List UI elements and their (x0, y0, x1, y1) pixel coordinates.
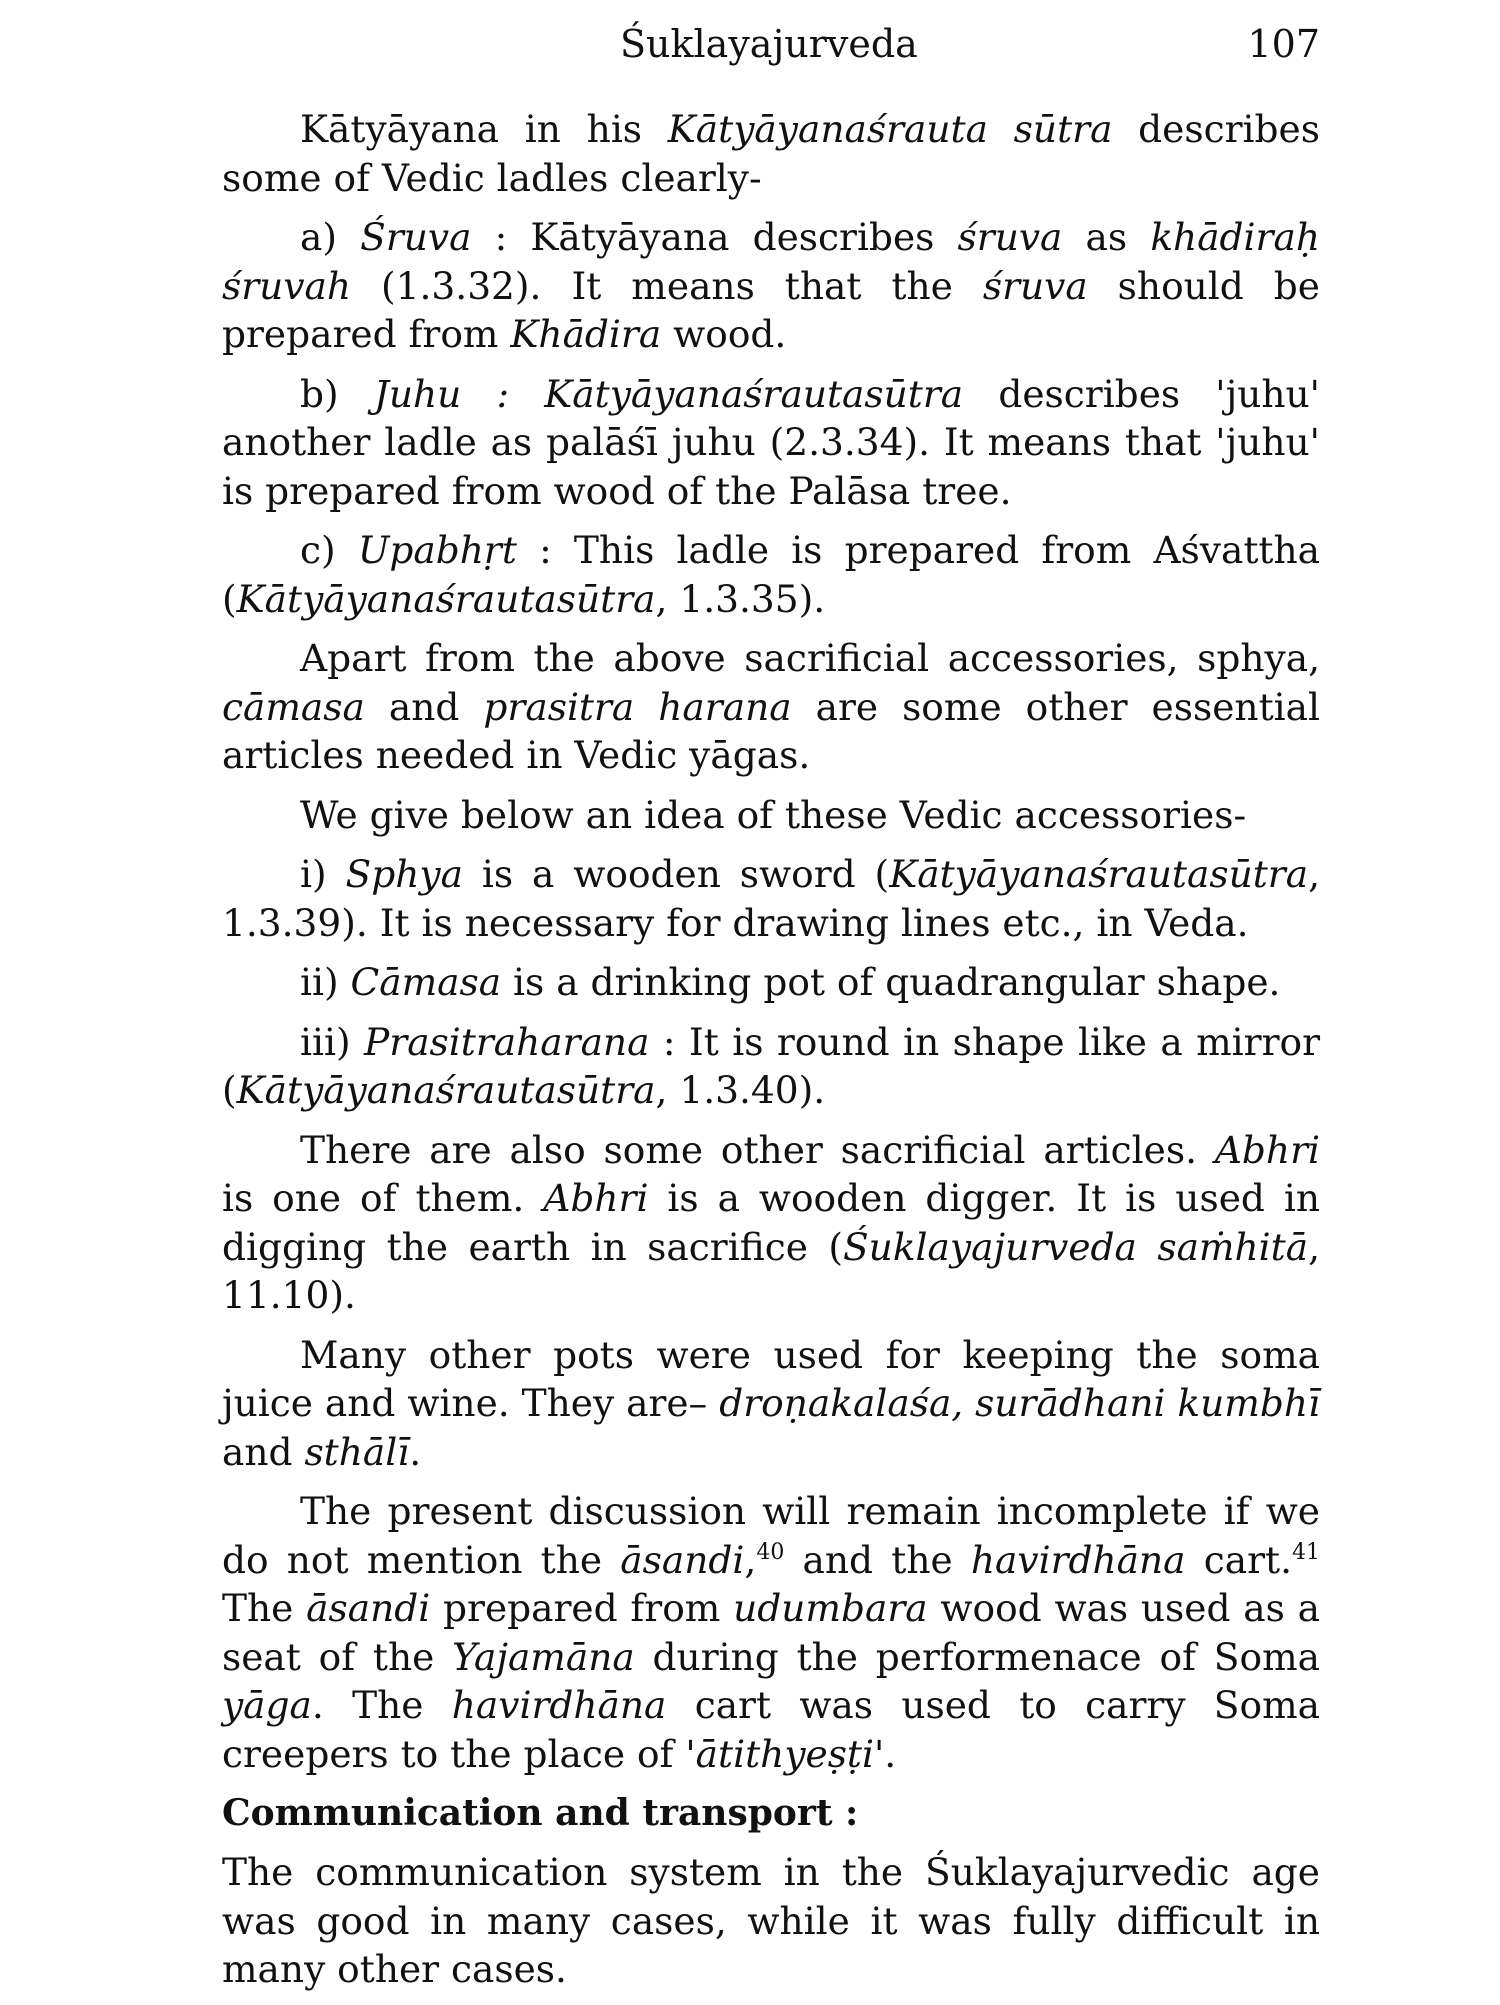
paragraph-communication: The communication system in the Śuklayajurvedic age was good in many cases, while it was fully difficult in many other cases. (222, 1850, 1320, 1991)
paragraph-pots: Many other pots were used for keeping the soma juice and wine. They are– droṇakalaśa, surādhani kumbhī and sthālī. (222, 1332, 1320, 1474)
paragraph-juhu: b) Juhu : Kātyāyanaśrautasūtra describes 'juhu' another ladle as palāśī juhu (2.3.34). It means that 'juhu' is prepared from wood of the Palāsa tree. (222, 371, 1320, 513)
paragraph-sphya: i) Sphya is a wooden sword (Kātyāyanaśrautasūtra, 1.3.39). It is necessary for drawing lines etc., in Veda. (222, 852, 1321, 945)
running-title: Śuklayajurveda (620, 22, 918, 66)
footnote-ref-40: 40 (756, 1539, 785, 1565)
paragraph-upabhrt: c) Upabhṛt : This ladle is prepared from Aśvattha (Kātyāyanaśrautasūtra, 1.3.35). (222, 528, 1320, 621)
paragraph-prasitraharana: iii) Prasitraharana : It is round in shape like a mirror (Kātyāyanaśrautasūtra, 1.3.40). (222, 1019, 1320, 1112)
paragraph-idea: We give below an idea of these Vedic accessories- (300, 792, 1247, 837)
paragraph-camasa: ii) Cāmasa is a drinking pot of quadrangular shape. (300, 960, 1281, 1004)
paragraph-katyayana-intro: Kātyāyana in his Kātyāyanaśrauta sūtra describes some of Vedic ladles clearly- (222, 107, 1320, 200)
page-number: 107 (1247, 22, 1320, 66)
footnote-ref-41: 41 (1292, 1539, 1320, 1565)
page-header (220, 22, 1320, 72)
body-text (222, 105, 1320, 2005)
paragraph-abhri: There are also some other sacrificial articles. Abhri is one of them. Abhri is a wooden digger. It is used in digging the earth in sacrifice (Śuklayajurveda saṁhitā, 11.10). (222, 1127, 1320, 1317)
paragraph-sruva: a) Śruva : Kātyāyana describes śruva as khādiraḥ śruvah (1.3.32). It means that the śruva should be prepared from Khādira wood. (222, 215, 1320, 356)
section-heading: Communication and transport : (222, 1792, 859, 1834)
paragraph-accessories: Apart from the above sacrificial accessories, sphya, cāmasa and prasitra harana are some other essential articles needed in Vedic yāgas. (222, 636, 1320, 777)
paragraph-asandi: The present discussion will remain incomplete if we do not mention the āsandi,$^{40}$ and the havirdhāna cart.$^{41}$ The āsandi prepared from udumbara wood was used as a seat of the Yajamāna during the performenace of Soma yāga. The havirdhāna cart was used to carry Soma creepers to the place of 'ātithyeṣṭi'. (222, 1489, 1321, 1776)
